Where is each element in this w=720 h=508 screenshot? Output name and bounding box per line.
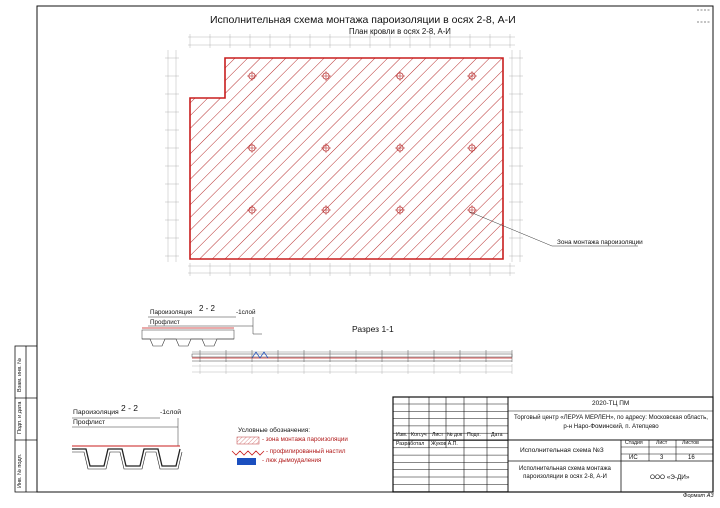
legend-item-zone: - зона монтажа пароизоляции: [262, 436, 348, 443]
tb-code: 2020-ТЦ ПМ: [592, 400, 630, 407]
detail-bottom-layer2: Профлист: [73, 419, 106, 426]
sheet-title: Исполнительная схема монтажа пароизоляции в осях 2-8, А-И: [210, 14, 516, 26]
tb-company: ООО «Э-ДИ»: [650, 474, 690, 481]
vapor-barrier-zone: [190, 58, 503, 259]
legend-item-deck: - профилированный настил: [266, 448, 346, 455]
detail-bottom-title: 2 - 2: [121, 403, 139, 413]
tb-head-date: Дата: [491, 432, 503, 438]
tb-stage-header: Стадия: [625, 440, 643, 446]
tb-head-kol: Кол.уч: [411, 432, 427, 438]
detail-top-layer1-note: -1слой: [236, 309, 256, 316]
stamp-sign-date: Подп. и дата: [17, 401, 23, 434]
zone-label: Зона монтажа пароизоляции: [557, 239, 643, 246]
legend-item-hatch: - люк дымоудаления: [262, 457, 322, 464]
plan-subtitle: План кровли в осях 2-8, А-И: [349, 27, 451, 36]
section-title: Разрез 1-1: [352, 324, 394, 334]
tb-head-sign: Подп.: [467, 432, 481, 438]
tb-object: Торговый центр «ЛЕРУА МЕРЛЕН», по адресу: Московская область, р-н Наро-Фоминский, п. Атепцево: [514, 414, 708, 430]
tb-developer-name: Жуков А.П.: [431, 441, 458, 447]
stamp-inv-original: Инв. № подл.: [17, 453, 23, 488]
tb-sheets-total: 16: [688, 455, 695, 461]
detail-top-title: 2 - 2: [199, 304, 216, 313]
tb-sheet-header: Лист: [656, 440, 668, 446]
tb-scheme-name: Исполнительная схема №3: [520, 447, 604, 454]
detail-top-layer1: Пароизоляция: [150, 309, 193, 316]
tb-stage: ИС: [629, 455, 638, 461]
tb-head-doc: № док: [447, 432, 463, 438]
tb-sheet-desc: Исполнительная схема монтажа пароизоляции в осях 2-8, А-И: [519, 465, 611, 481]
crop-mark: [697, 10, 710, 22]
legend-swatches: [232, 437, 264, 465]
format-label: Формат А3: [683, 493, 714, 499]
detail-bottom-layer1-note: -1слой: [160, 409, 182, 416]
detail-top-layer2: Профлист: [150, 319, 180, 326]
detail-bottom-layer1: Пароизоляция: [73, 409, 119, 416]
tb-head-list: Лист: [432, 432, 444, 438]
tb-developer-role: Разработал: [396, 441, 425, 447]
tb-head-izm: Изм.: [396, 432, 408, 438]
tb-sheet-no: 3: [660, 455, 664, 461]
legend-title: Условные обозначения:: [238, 427, 311, 434]
tb-sheets-header: Листов: [682, 440, 699, 446]
stamp-replaced-inv: Взам. инв. №: [17, 357, 23, 392]
section-1-1-drawing: [192, 350, 512, 374]
